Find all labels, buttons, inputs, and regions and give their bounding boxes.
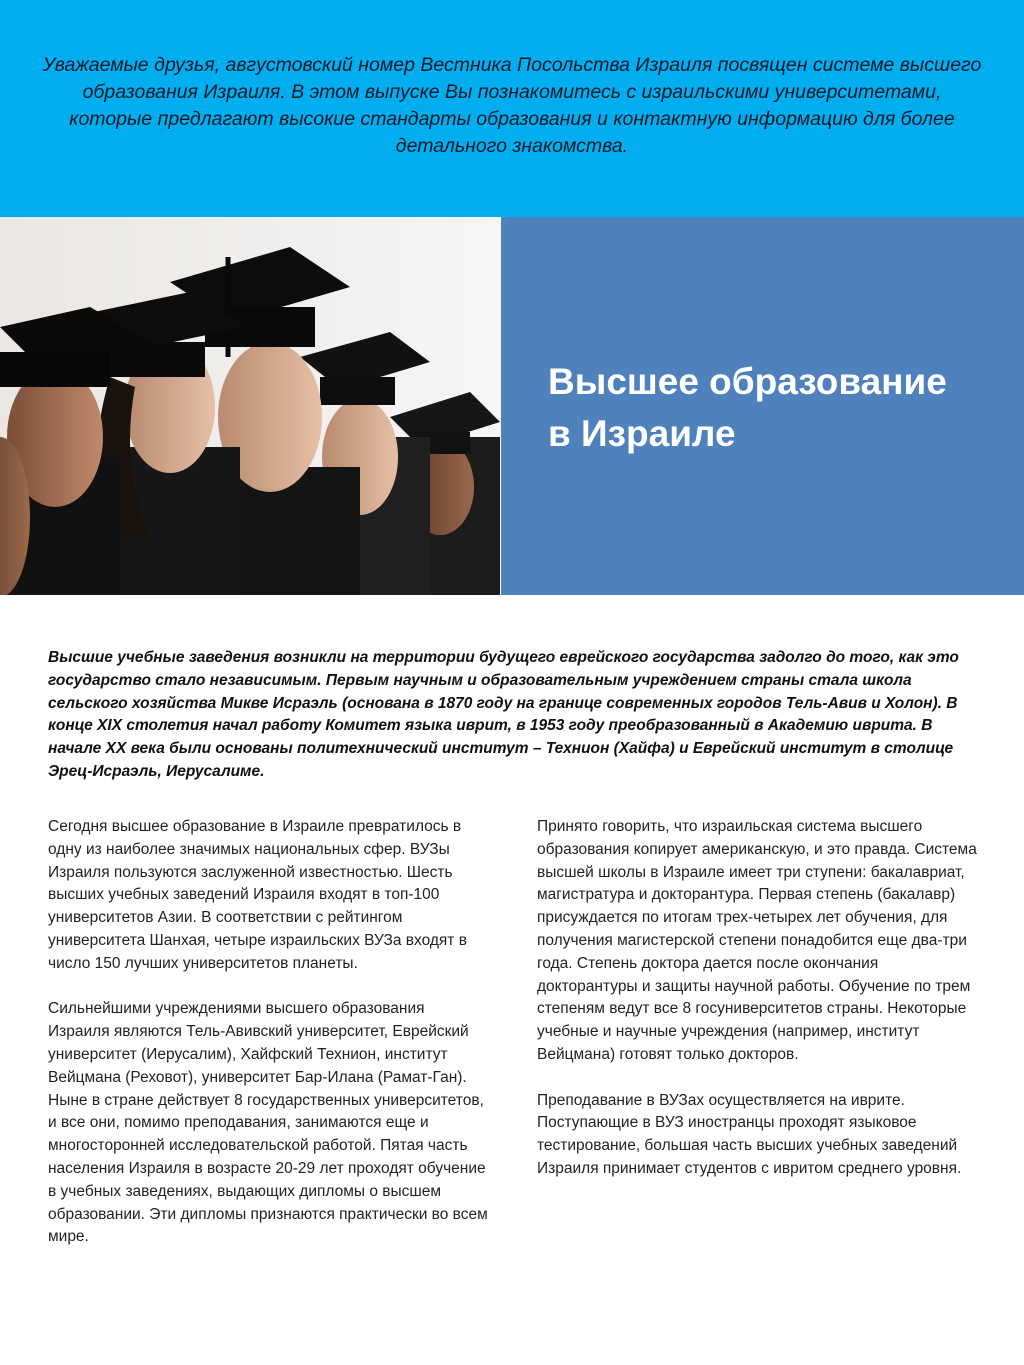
intro-text: Уважаемые друзья, августовский номер Вестника Посольства Израиля посвящен системе высшего образования Израиля. В этом выпуске Вы познакомитесь с израильскими университетами, которые предлагают высокие стандарты образования и контактную информацию для более детального знакомства. xyxy=(42,54,982,157)
lead-paragraph: Высшие учебные заведения возникли на территории будущего еврейского государства задолго до того, как это государство стало независимым. Первым научным и образовательным учреждением страны стала школа сельского хозяйства Микве Исраэль (основана в 1870 году на границе современных городов Тель-Авив и Холон). В конце XIX столетия начал работу Комитет языка иврит, в 1953 году преобразованный в Академию иврита. В начале XX века были основаны политехнический институт – Технион (Хайфа) и Еврейский институт в столице Эрец-Исраэль, Иерусалиме. xyxy=(48,649,959,780)
left-paragraph-2: Сильнейшими учреждениями высшего образования Израиля являются Тель-Авивский университет, Еврейский университет (Иерусалим), Хайфский Технион, институт Вейцмана (Реховот), университет Бар-Илана (Рамат-Ган). Ныне в стране действует 8 государственных университетов, и все они, помимо преподавания, занимаются еще и многосторонней исследовательской работой. Пятая часть населения Израиля в возрасте 20-29 лет проходят обучение в учебных заведениях, выдающих дипломы о высшем образовании. Эти дипломы признаются практически во всем мире. xyxy=(48,1000,488,1246)
page-title xyxy=(548,356,1008,460)
left-column xyxy=(48,816,488,1272)
title-line-2: в Израиле xyxy=(548,413,736,454)
left-paragraph-1: Сегодня высшее образование в Израиле превратилось в одну из наиболее значимых национальных сфер. ВУЗы Израиля пользуются заслуженной известностью. Шесть высших учебных заведений Израиля входят в топ-100 университетов Азии. В соответствии с рейтингом университета Шанхая, четыре израильских ВУЗа входят в число 150 лучших университетов планеты. xyxy=(48,818,467,972)
right-column xyxy=(537,816,981,1204)
graduates-photo xyxy=(0,217,501,595)
graduates-illustration xyxy=(0,217,501,595)
title-line-1: Высшее образование xyxy=(548,361,947,402)
right-paragraph-1: Принято говорить, что израильская система высшего образования копирует американскую, и это правда. Система высшей школы в Израиле имеет три ступени: бакалавриат, магистратура и докторантура. Первая степень (бакалавр) присуждается по итогам трех-четырех лет обучения, для получения магистерской степени понадобится еще два-три года. Степень доктора дается после окончания докторантуры и защиты научной работы. Обучение по трем степеням ведут все 8 госуниверситетов страны. Некоторые учебные и научные учреждения (например, институт Вейцмана) готовят только докторов. xyxy=(537,818,977,1063)
right-paragraph-2: Преподавание в ВУЗах осуществляется на иврите. Поступающие в ВУЗ иностранцы проходят языковое тестирование, большая часть высших учебных заведений Израиля принимает студентов с ивритом среднего уровня. xyxy=(537,1091,962,1177)
